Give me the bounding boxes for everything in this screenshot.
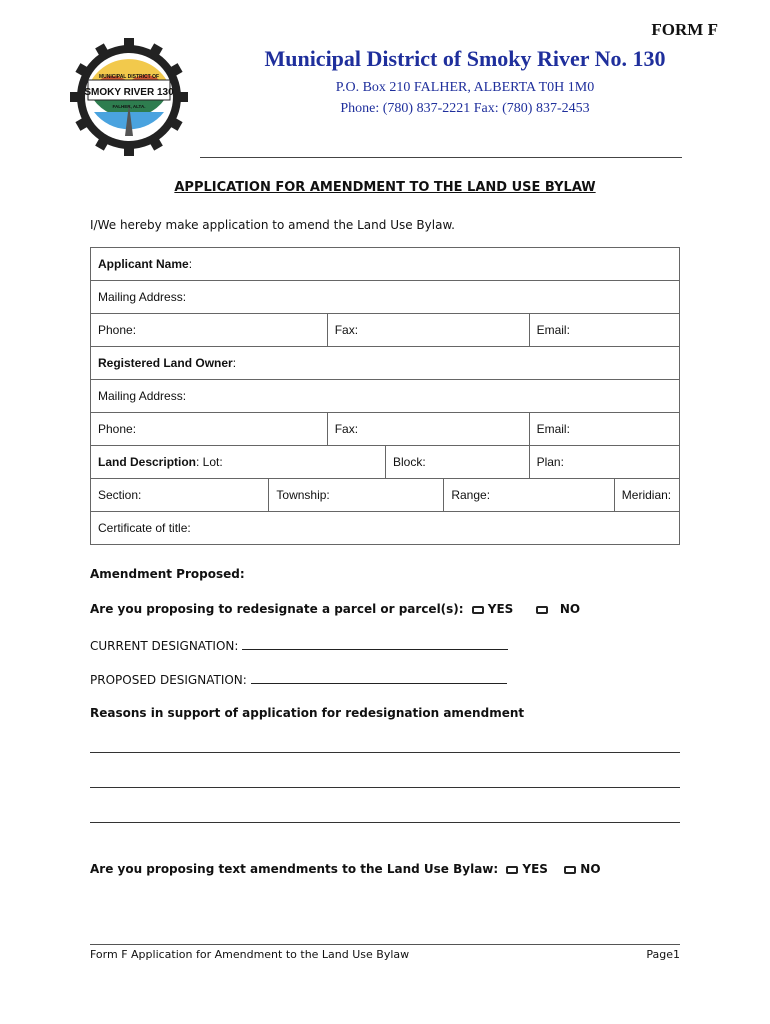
logo-main-text: SMOKY RIVER 130: [84, 87, 174, 98]
proposed-designation-input[interactable]: [251, 671, 507, 684]
applicant-name-field[interactable]: Applicant Name:: [91, 248, 680, 281]
certificate-of-title-field[interactable]: Certificate of title:: [91, 512, 680, 545]
applicant-email-field[interactable]: Email:: [529, 314, 679, 347]
meridian-field[interactable]: Meridian:: [614, 479, 679, 512]
plan-field[interactable]: Plan:: [529, 446, 679, 479]
footer-title: Form F Application for Amendment to the Land Use Bylaw: [90, 948, 410, 961]
proposed-designation-row: PROPOSED DESIGNATION:: [90, 671, 507, 687]
page-number: Page1: [646, 948, 680, 961]
text-amendment-yes-checkbox[interactable]: [506, 866, 518, 874]
current-designation-row: CURRENT DESIGNATION:: [90, 637, 508, 653]
current-designation-input[interactable]: [242, 637, 508, 650]
form-title: APPLICATION FOR AMENDMENT TO THE LAND USE BYLAW: [174, 180, 596, 195]
owner-phone-field[interactable]: Phone:: [91, 413, 328, 446]
logo-top-text: MUNICIPAL DISTRICT OF: [98, 74, 160, 80]
org-address: P.O. Box 210 FALHER, ALBERTA T0H 1M0: [335, 80, 595, 95]
registered-owner-field[interactable]: Registered Land Owner:: [91, 347, 680, 380]
logo-bottom-text: FALHER, ALTA.: [112, 104, 146, 109]
intro-text: I/We hereby make application to amend the Land Use Bylaw.: [90, 218, 455, 232]
district-logo: [70, 38, 188, 156]
text-amendment-question: Are you proposing text amendments to the Land Use Bylaw: YES NO: [90, 862, 601, 876]
range-field[interactable]: Range:: [444, 479, 614, 512]
footer-divider: [90, 944, 680, 945]
block-field[interactable]: Block:: [386, 446, 530, 479]
redesignate-question: Are you proposing to redesignate a parcel or parcel(s): YES NO: [90, 602, 581, 616]
section-field[interactable]: Section:: [91, 479, 269, 512]
owner-mailing-address-field[interactable]: Mailing Address:: [91, 380, 680, 413]
text-amendment-no-checkbox[interactable]: [564, 866, 576, 874]
reasons-line-2[interactable]: [90, 787, 680, 788]
applicant-fax-field[interactable]: Fax:: [327, 314, 529, 347]
redesignate-no-checkbox[interactable]: [536, 606, 548, 614]
lot-field[interactable]: Land Description: Lot:: [91, 446, 386, 479]
owner-email-field[interactable]: Email:: [529, 413, 679, 446]
amendment-heading: Amendment Proposed:: [90, 567, 245, 581]
redesignate-yes-checkbox[interactable]: [472, 606, 484, 614]
applicant-table: [90, 247, 680, 545]
reasons-line-3[interactable]: [90, 822, 680, 823]
township-field[interactable]: Township:: [269, 479, 444, 512]
applicant-phone-field[interactable]: Phone:: [91, 314, 328, 347]
header-divider: [200, 157, 682, 158]
owner-fax-field[interactable]: Fax:: [327, 413, 529, 446]
applicant-mailing-address-field[interactable]: Mailing Address:: [91, 281, 680, 314]
org-phone-fax: Phone: (780) 837-2221 Fax: (780) 837-2453: [340, 101, 590, 116]
form-id: FORM F: [651, 20, 718, 39]
reasons-line-1[interactable]: [90, 752, 680, 753]
reasons-heading: Reasons in support of application for redesignation amendment: [90, 706, 525, 720]
org-name: Municipal District of Smoky River No. 130: [264, 46, 666, 71]
